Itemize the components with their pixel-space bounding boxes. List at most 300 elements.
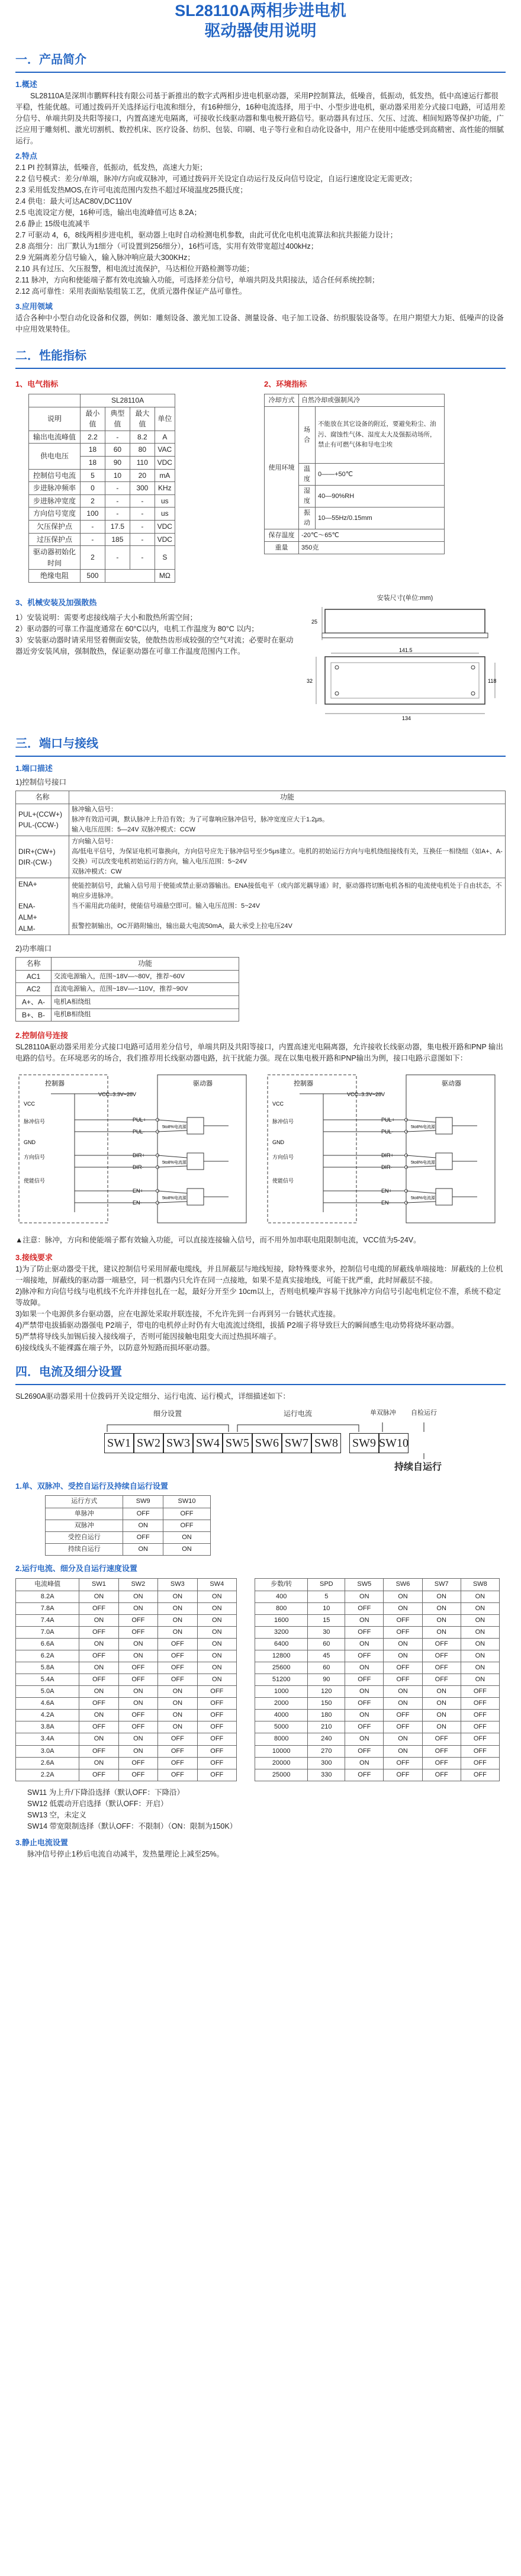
elec-cell: 18 <box>81 457 105 470</box>
step-col: 步数/转 <box>255 1578 308 1591</box>
dip-switch[interactable]: SW2 <box>134 1433 163 1453</box>
dip-switch[interactable]: SW7 <box>282 1433 311 1453</box>
dip-switch[interactable]: SW6 <box>252 1433 282 1453</box>
table-row <box>16 970 239 983</box>
step-col: SW5 <box>345 1578 384 1591</box>
table-row <box>255 1757 500 1769</box>
table-row <box>16 804 506 836</box>
table-row <box>16 1769 237 1781</box>
current-cell: OFF <box>118 1674 157 1686</box>
step-cell: ON <box>345 1615 384 1627</box>
mode-cell: ON <box>163 1543 210 1555</box>
mount-item: 3）安装驱动器时请采用竖着侧面安装，使散热齿形成较强的空气对流；必要时在驱动器近旁安装风扇，强制散热，保证驱动器在可靠工作温度范围内工作。 <box>15 636 294 656</box>
feature-item: 2.9 光隔离差分信号输入，输入脉冲响应最大300KHz； <box>15 253 195 262</box>
step-cell: ON <box>345 1710 384 1721</box>
controller-signal-label: 脉冲信号 <box>272 1119 294 1125</box>
port-name: AC1 <box>16 970 52 983</box>
elec-cell: 步进脉冲宽度 <box>29 494 81 508</box>
mode-col: SW9 <box>123 1495 163 1508</box>
driver-wire <box>406 1130 436 1132</box>
terminal-label: PUL- <box>381 1129 394 1135</box>
current-cell: 8.2A <box>16 1591 79 1602</box>
current-cell: 6.2A <box>16 1650 79 1662</box>
table-row <box>16 1721 237 1733</box>
feature-item: 2.11 脉冲，方向和使能端子都有效电流输入功能，可选择差分信号，单端共阴及共阳接法，适合任何系统控制； <box>15 275 380 284</box>
table-row <box>16 1662 237 1674</box>
step-cell: ON <box>461 1674 499 1686</box>
dip-switch[interactable]: SW10 <box>379 1433 409 1453</box>
step-col: SW6 <box>384 1578 422 1591</box>
elec-cell: 欠压保护点 <box>29 521 81 534</box>
step-cell: OFF <box>345 1698 384 1710</box>
step-cell: ON <box>422 1627 461 1639</box>
current-cell: OFF <box>158 1662 197 1674</box>
current-cell: OFF <box>197 1757 236 1769</box>
step-cell: ON <box>461 1650 499 1662</box>
step-cell: ON <box>384 1602 422 1614</box>
dip-switch[interactable]: SW8 <box>311 1433 341 1453</box>
current-cell: OFF <box>79 1769 118 1781</box>
current-cell: 3.4A <box>16 1733 79 1745</box>
dip-switch[interactable]: SW1 <box>104 1433 134 1453</box>
step-cell: ON <box>384 1745 422 1757</box>
power-port-heading: 2)功率端口 <box>15 945 52 953</box>
step-cell: 2000 <box>255 1698 308 1710</box>
power-port-table <box>15 957 239 1022</box>
current-cell: OFF <box>158 1745 197 1757</box>
mount-item: 2）驱动器的可靠工作温度通常在 60°C以内，电机工作温度为 80°C 以内； <box>15 625 259 634</box>
table-row <box>16 1686 237 1698</box>
controller-signal-label: GND <box>272 1139 284 1146</box>
mode-col: 运行方式 <box>46 1495 123 1508</box>
current-cell: ON <box>118 1733 157 1745</box>
current-cell: 5.4A <box>16 1674 79 1686</box>
current-cell: OFF <box>158 1639 197 1650</box>
port-name: DIR+(CW+) DIR-(CW-) <box>16 836 69 878</box>
dip-switch[interactable]: SW9 <box>349 1433 379 1453</box>
current-cell: OFF <box>197 1686 236 1698</box>
current-cell: ON <box>197 1615 236 1627</box>
port-desc: 电机A相绕组 <box>52 995 239 1008</box>
mount-section <box>15 593 506 725</box>
current-cell: ON <box>158 1721 197 1733</box>
step-cell: OFF <box>345 1721 384 1733</box>
step-cell: OFF <box>422 1674 461 1686</box>
current-cell: OFF <box>79 1674 118 1686</box>
dim-label: 141.5 <box>399 647 413 654</box>
current-cell: ON <box>79 1710 118 1721</box>
table-row <box>255 1733 500 1745</box>
dim-label: 134 <box>402 715 411 722</box>
env-cell: 40—90%RH <box>316 486 445 508</box>
spec-tables <box>15 375 506 583</box>
table-row <box>255 1662 500 1674</box>
optocoupler <box>436 1117 452 1134</box>
elec-cell: - <box>105 508 130 521</box>
step-cell: OFF <box>461 1733 499 1745</box>
step-cell: OFF <box>422 1769 461 1781</box>
mode-cell: ON <box>123 1543 163 1555</box>
wiring-item: 1)为了防止驱动器受干扰，建议控制信号采用屏蔽电缆线，并且屏蔽层与地线短接，除特殊要求外，控制信号电缆的屏蔽线单端接地：屏蔽线的上位机一端接地，屏蔽线的驱动器一端悬空，同一机器内只允许在同一点接地，如果不是真实接地线，可能干扰严重，此时屏蔽层不接。 <box>15 1265 503 1285</box>
step-cell: ON <box>384 1650 422 1662</box>
table-row <box>255 1591 500 1602</box>
controller-box <box>268 1075 356 1223</box>
env-cell: 不能放在其它设备的附近，要避免粉尘、油污、腐蚀性气体、湿度太大及强振动场所，禁止有可燃气体和导电尘埃 <box>316 407 445 464</box>
table-row <box>29 469 175 482</box>
step-cell: ON <box>422 1721 461 1733</box>
step-cell: ON <box>461 1662 499 1674</box>
controller-label: 控制器 <box>294 1080 313 1088</box>
current-cell: ON <box>118 1745 157 1757</box>
step-cell: 1600 <box>255 1615 308 1627</box>
step-cell: 300 <box>308 1757 345 1769</box>
elec-cell: 17.5 <box>105 521 130 534</box>
step-cell: OFF <box>384 1721 422 1733</box>
current-cell: ON <box>197 1650 236 1662</box>
switch-note: SW13 空，未定义 <box>27 1810 87 1819</box>
table-row <box>46 1520 211 1531</box>
step-cell: OFF <box>345 1745 384 1757</box>
step-cell: ON <box>345 1662 384 1674</box>
terminal-label: DIR- <box>133 1164 144 1171</box>
current-cell: OFF <box>197 1710 236 1721</box>
wiring-diagrams <box>15 1070 506 1230</box>
current-cell: OFF <box>158 1674 197 1686</box>
current-heading: 2.运行电流、细分及自运行速度设置 <box>15 1563 137 1573</box>
table-row <box>255 1650 500 1662</box>
port-desc: 电机B相绕组 <box>52 1008 239 1022</box>
table-row <box>46 1531 211 1543</box>
mode-cell: ON <box>123 1520 163 1531</box>
elec-col: 说明 <box>29 407 81 431</box>
mode-cell: 双脉冲 <box>46 1520 123 1531</box>
feature-item: 2.6 静止 15级电流减半 <box>15 219 90 228</box>
section-divider <box>15 756 506 757</box>
env-cell: 自然冷却或强制风冷 <box>299 394 445 407</box>
elec-cell: VAC <box>155 444 175 457</box>
step-cell: OFF <box>461 1769 499 1781</box>
feature-item: 2.7 可驱动 4，6，8线两相步进电机，驱动器上电时自动检测电机参数，由此可优化电机电流算法和抗共振能力设计； <box>15 230 398 239</box>
electrical-specs-table <box>28 394 175 583</box>
current-cell: ON <box>118 1650 157 1662</box>
port-desc: 交流电源输入，范围~18V—~80V，推荐~60V <box>52 970 239 983</box>
step-cell: 6400 <box>255 1639 308 1650</box>
port-name: AC2 <box>16 983 52 996</box>
step-cell: ON <box>422 1698 461 1710</box>
vcc-label: VCC=3.3V~28V <box>347 1091 385 1098</box>
control-port-heading: 1)控制信号接口 <box>15 778 67 787</box>
wiring-item: 6)接线线头不能裸露在端子外，以防意外短路而损坏驱动器。 <box>15 1344 215 1353</box>
feature-item: 2.10 具有过压、欠压报警，相电流过流保护，马达相位开路检测等功能； <box>15 264 254 273</box>
current-cell: 2.6A <box>16 1757 79 1769</box>
current-cell: ON <box>79 1639 118 1650</box>
terminal-label: PUL+ <box>133 1117 146 1123</box>
dip-switch[interactable]: SW5 <box>223 1433 252 1453</box>
current-step-tables <box>15 1578 506 1781</box>
port-name: B+、B- <box>16 1008 52 1022</box>
current-cell: ON <box>197 1639 236 1650</box>
elec-cell: 步进脉冲频率 <box>29 482 81 495</box>
step-cell: OFF <box>345 1650 384 1662</box>
current-cell: 7.8A <box>16 1602 79 1614</box>
mode-cell: OFF <box>123 1531 163 1543</box>
mode-cell: 受控自运行 <box>46 1531 123 1543</box>
elec-cell: 方向信号宽度 <box>29 508 81 521</box>
elec-cell: MΩ <box>155 570 175 583</box>
elec-cell: 控制信号电流 <box>29 469 81 482</box>
environment-specs-table <box>264 394 445 554</box>
current-cell: OFF <box>118 1757 157 1769</box>
control-connection-heading: 2.控制信号连接 <box>15 1031 68 1040</box>
dimension-drawing <box>304 593 506 725</box>
resistor-label: 5to8%电流源 <box>162 1125 186 1130</box>
driver-wire <box>406 1155 436 1158</box>
step-col: SW8 <box>461 1578 499 1591</box>
table-row <box>255 1615 500 1627</box>
mode-col: SW10 <box>163 1495 210 1508</box>
npn-wiring-diagram <box>15 1070 252 1230</box>
elec-cell: 110 <box>130 457 155 470</box>
table-row <box>255 1721 500 1733</box>
step-cell: OFF <box>461 1721 499 1733</box>
step-cell: ON <box>461 1615 499 1627</box>
current-cell: ON <box>79 1662 118 1674</box>
driver-label: 驱动器 <box>442 1080 461 1088</box>
table-row <box>29 482 175 495</box>
current-cell: 4.2A <box>16 1710 79 1721</box>
controller-signal-label: GND <box>24 1139 36 1146</box>
brace-label: 运行电流 <box>283 1409 312 1418</box>
elec-cell: - <box>130 533 155 546</box>
table-row <box>255 1674 500 1686</box>
step-cell: 10000 <box>255 1745 308 1757</box>
table-row <box>29 570 175 583</box>
table-row <box>16 878 506 935</box>
elec-cell: 20 <box>130 469 155 482</box>
power-col: 名称 <box>16 958 52 971</box>
mode-cell: OFF <box>163 1508 210 1520</box>
dim-label: 32 <box>307 678 313 685</box>
current-cell: OFF <box>118 1615 157 1627</box>
table-row <box>16 1008 239 1022</box>
table-row <box>16 1698 237 1710</box>
table-row <box>255 1698 500 1710</box>
step-cell: OFF <box>461 1710 499 1721</box>
step-cell: 330 <box>308 1769 345 1781</box>
port-desc: 使能控制信号，此输入信号用于使能或禁止驱动器输出。ENA接低电平（或内部光耦导通）时，驱动器将切断电机各相的电流使电机处于自由状态，不响应步进脉冲。 当不需用此功能时，使能信号端悬空即可。输入电压范围：5~24V 报警控制输出，OC开路附输出，输出最大电流50mA，最大承受上拉电压24V <box>69 878 506 935</box>
resistor-label: 5to8%电流源 <box>411 1125 435 1130</box>
elec-cell: - <box>81 521 105 534</box>
step-cell: OFF <box>461 1686 499 1698</box>
step-cell: OFF <box>422 1650 461 1662</box>
current-cell: OFF <box>79 1602 118 1614</box>
feature-item: 2.5 电流设定方便，16种可选，输出电流峰值可达 8.2A； <box>15 208 201 217</box>
step-cell: ON <box>461 1639 499 1650</box>
step-cell: ON <box>345 1757 384 1769</box>
switch-notes <box>27 1787 506 1832</box>
section-3-heading: 三．端口与接线 <box>15 737 98 751</box>
dim-label: 25 <box>311 619 318 625</box>
port-name: A+、A- <box>16 995 52 1008</box>
step-cell: OFF <box>345 1769 384 1781</box>
step-cell: ON <box>384 1591 422 1602</box>
current-cell: ON <box>158 1686 197 1698</box>
table-row <box>16 1602 237 1614</box>
terminal-label: EN- <box>133 1200 142 1206</box>
environment-specs-heading: 2、环境指标 <box>264 379 307 388</box>
step-cell: 60 <box>308 1662 345 1674</box>
table-row <box>16 1757 237 1769</box>
step-col: SPD <box>308 1578 345 1591</box>
current-cell: OFF <box>158 1733 197 1745</box>
feature-item: 2.12 高可靠性：采用表面贴装组装工艺，优质元器件保证产品可靠性。 <box>15 287 247 295</box>
wiring-item: 5)严禁将导线头加锡后接入接线端子，否则可能因接触电阻变大而过热损坏端子。 <box>15 1332 281 1341</box>
mount-item: 1）安装说明：需要考虑接线端子大小和散热所需空间； <box>15 614 197 622</box>
elec-col: 最小值 <box>81 407 105 431</box>
step-cell: 270 <box>308 1745 345 1757</box>
elec-col: 典型值 <box>105 407 130 431</box>
table-row <box>29 546 175 570</box>
current-cell: 3.8A <box>16 1721 79 1733</box>
elec-cell: 90 <box>105 457 130 470</box>
controller-box <box>19 1075 108 1223</box>
elec-cell: 驱动器初始化时间 <box>29 546 81 570</box>
wiring-requirements-heading: 3.接线要求 <box>15 1253 53 1263</box>
resistor-label: 5to8%电流源 <box>162 1196 186 1201</box>
power-col: 功能 <box>52 958 239 971</box>
env-cell: 10—55Hz/0.15mm <box>316 508 445 529</box>
current-col: SW3 <box>158 1578 197 1591</box>
optocoupler <box>436 1153 452 1170</box>
table-row <box>16 1615 237 1627</box>
current-cell: ON <box>118 1602 157 1614</box>
step-col: SW7 <box>422 1578 461 1591</box>
step-cell: ON <box>345 1686 384 1698</box>
step-cell: OFF <box>384 1674 422 1686</box>
step-cell: OFF <box>384 1769 422 1781</box>
elec-model-header: SL28110A <box>81 394 175 407</box>
current-cell: ON <box>79 1615 118 1627</box>
terminal-label: DIR+ <box>133 1152 145 1159</box>
dip-switch[interactable]: SW4 <box>193 1433 223 1453</box>
elec-cell: - <box>105 546 130 570</box>
feature-item: 2.2 信号模式：差分/单端，脉冲/方向或双脉冲，可通过拨码开关设定自动运行及反向信号设定，自运行速度设定无需更改； <box>15 174 417 183</box>
elec-cell: 输出电流峰值 <box>29 431 81 444</box>
current-col: SW2 <box>118 1578 157 1591</box>
features-list <box>15 162 506 297</box>
elec-cell: 8.2 <box>130 431 155 444</box>
elec-cell: VDC <box>155 457 175 470</box>
elec-cell: 5 <box>81 469 105 482</box>
section-divider <box>15 72 506 73</box>
table-row <box>16 1710 237 1721</box>
step-cell: 15 <box>308 1615 345 1627</box>
current-cell: OFF <box>197 1698 236 1710</box>
ctrl-col: 名称 <box>16 791 69 804</box>
dip-switch-diagram <box>15 1406 506 1477</box>
table-row <box>16 983 239 996</box>
env-cell: 350克 <box>299 542 445 554</box>
current-cell: 5.8A <box>16 1662 79 1674</box>
resistor-label: 5to8%电流源 <box>411 1196 435 1201</box>
table-row <box>29 521 175 534</box>
table-row <box>29 533 175 546</box>
current-cell: ON <box>79 1757 118 1769</box>
brace-label: 单双脉冲 <box>370 1409 396 1417</box>
electrical-specs-heading: 1、电气指标 <box>15 379 59 388</box>
current-cell: ON <box>118 1639 157 1650</box>
terminal-label: EN- <box>381 1200 391 1206</box>
feature-item: 2.8 高细分：出厂默认为1细分（可设置到256细分），16档可选，实用有效带宽超过400kHz； <box>15 242 319 250</box>
table-row <box>16 1650 237 1662</box>
step-cell: ON <box>345 1639 384 1650</box>
current-cell: ON <box>197 1662 236 1674</box>
controller-signal-label: 脉冲信号 <box>24 1119 46 1125</box>
table-row <box>29 508 175 521</box>
current-cell: OFF <box>158 1769 197 1781</box>
step-cell: 1000 <box>255 1686 308 1698</box>
wiring-item: 2)脉冲和方向信号线与电机线不允许并排包扎在一起，最好分开至少 10cm以上，否则电机噪声容易干扰脉冲方向信号引起电机定位不准，系统不稳定等故障。 <box>15 1287 501 1308</box>
step-cell: OFF <box>384 1627 422 1639</box>
env-cell: 重量 <box>265 542 299 554</box>
current-col: SW4 <box>197 1578 236 1591</box>
current-cell: OFF <box>79 1721 118 1733</box>
section-2-heading: 二．性能指标 <box>15 349 86 362</box>
switch-note: SW11 为上升/下降沿选择（默认OFF：下降沿） <box>27 1788 185 1797</box>
step-cell: ON <box>384 1639 422 1650</box>
terminal-label: EN+ <box>381 1188 392 1194</box>
step-cell: OFF <box>461 1698 499 1710</box>
env-cell: 保存温度 <box>265 529 299 542</box>
step-cell: OFF <box>422 1662 461 1674</box>
step-cell: 90 <box>308 1674 345 1686</box>
elec-cell: - <box>105 431 130 444</box>
current-cell: ON <box>158 1615 197 1627</box>
elec-cell: 60 <box>105 444 130 457</box>
dip-switch[interactable]: SW3 <box>163 1433 193 1453</box>
step-cell: OFF <box>384 1615 422 1627</box>
elec-cell: 2 <box>81 494 105 508</box>
current-cell: OFF <box>197 1721 236 1733</box>
doc-title: SL28110A两相步进电机 <box>175 2 346 20</box>
port-desc: 直流电源输入，范围~18V—~110V，推荐~90V <box>52 983 239 996</box>
terminal-label: PUL- <box>133 1129 145 1135</box>
controller-signal-label: 使能信号 <box>24 1178 46 1184</box>
bottom-pointer <box>15 1453 521 1471</box>
step-cell: ON <box>384 1698 422 1710</box>
current-cell: ON <box>118 1591 157 1602</box>
step-cell: OFF <box>422 1733 461 1745</box>
driver-wire <box>157 1202 187 1203</box>
mode-cell: 单脉冲 <box>46 1508 123 1520</box>
env-cell: 温度 <box>299 464 316 486</box>
wiring-item: 3)如果一个电源供多台驱动器，应在电源处采取并联连接，不允许先到一台再到另一台链状式连接。 <box>15 1310 340 1319</box>
step-cell: ON <box>461 1591 499 1602</box>
driver-box <box>406 1075 495 1223</box>
vcc-label: VCC=3.3V~28V <box>98 1091 137 1098</box>
elec-cell: - <box>105 494 130 508</box>
elec-cell: KHz <box>155 482 175 495</box>
env-cell: 冷却方式 <box>265 394 299 407</box>
section-divider <box>15 368 506 369</box>
elec-cell: VDC <box>155 533 175 546</box>
current-col: 电流峰值 <box>16 1578 79 1591</box>
step-cell: 30 <box>308 1627 345 1639</box>
current-cell: ON <box>197 1627 236 1639</box>
step-cell: 25000 <box>255 1769 308 1781</box>
table-row <box>255 1769 500 1781</box>
elec-cell: - <box>130 494 155 508</box>
